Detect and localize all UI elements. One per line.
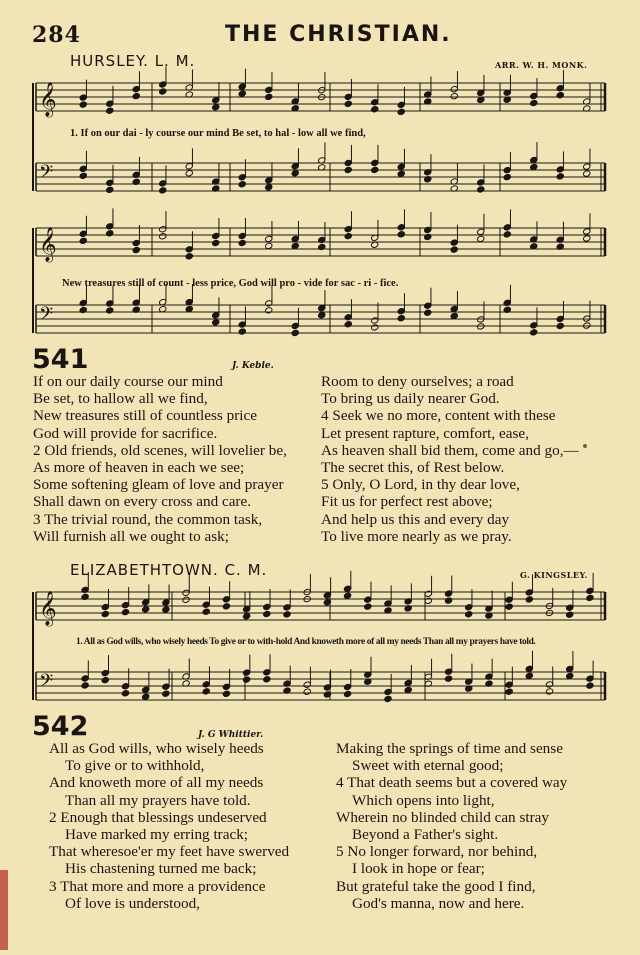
verse-line: I look in hope or fear; [352,860,485,878]
verse-line: Beyond a Father's sight. [352,826,499,844]
verses-541-right [321,373,579,545]
treble-clef-icon: 𝄞 [39,82,57,117]
verse-line: Be set, to hallow all we find, [33,390,208,408]
note-head [505,688,513,695]
note-head [265,93,273,100]
note-head [371,166,379,173]
verse-line: As heaven shall bid them, come and go,— [321,441,579,459]
verse-line: 4 Seek we no more, content with these [321,407,556,425]
lyric-line-542-1: 1. All as God wills, who wisely heeds To give or to with-hold And knoweth more of all my needs Than all my prayers have told. [76,637,536,647]
bass-clef-icon: 𝄢 [39,304,54,329]
author-whittier: J. G Whittier. [198,730,264,740]
note-head [545,688,553,695]
verse-line: Than all my prayers have told. [65,791,251,809]
note-head [371,106,379,113]
note-head [182,596,190,603]
note-head [222,690,230,697]
note-head [238,90,246,97]
note-head [344,321,352,328]
note-head [81,682,89,689]
verse-line: 2 Old friends, old scenes, will lovelier be, [33,441,287,459]
note-head [212,104,220,111]
note-head [238,328,246,335]
verse-line: If on our daily course our mind [33,373,223,390]
verse-line: That wheresoe'er my feet have swerved [49,843,290,861]
verse-line: 3 The trivial round, the common task, [33,510,263,528]
note-head [263,610,271,617]
note-head [444,675,452,682]
note-head [291,170,299,177]
note-head [162,606,170,613]
verse-line: And help us this and every day [321,510,510,528]
tune-title-elizabethtown: ELIZABETHTOWN. C. M. [70,561,268,579]
note-head [202,608,210,615]
note-head [106,230,114,237]
verse-line: As more of heaven in each we see; [33,459,245,477]
note-head [525,596,533,603]
lyric-line-541-2: New treasures still of count - less price, God will pro - vide for sac - ri - fice. [62,278,399,289]
hymn-number-542: 542 [32,711,89,742]
note-head [79,172,87,179]
verse-line: Some softening gleam of love and prayer [33,476,284,494]
hymn-number-541: 541 [32,344,89,375]
note-head [212,239,220,246]
note-head [344,592,352,599]
page-stain [0,870,8,950]
note-head [291,242,299,249]
note-head [212,319,220,326]
note-head [503,174,511,181]
note-head [79,306,87,313]
ink-speck [583,444,587,448]
verse-line: 2 Enough that blessings undeserved [49,808,267,826]
note-head [202,688,210,695]
note-head [101,677,109,684]
lyric-line-541-1: 1. If on our dai - ly course our mind Be set, to hal - low all we find, [70,128,366,139]
note-head [450,246,458,253]
note-head [444,597,452,604]
verses-541-left [33,373,287,545]
note-head [424,597,432,604]
note-head [344,166,352,173]
verse-line: To live more nearly as we pray. [321,527,512,545]
note-head [525,672,533,679]
note-head [263,676,271,683]
verse-line: God will provide for sacrifice. [33,424,218,442]
note-head [344,233,352,240]
bass-clef-icon: 𝄢 [39,162,54,187]
note-head [583,235,591,242]
note-head [503,231,511,238]
verse-line: New treasures still of countless price [33,407,257,425]
note-head [586,682,594,689]
note-head [397,231,405,238]
note-head [101,610,109,617]
section-title: THE CHRISTIAN. [225,22,452,47]
note-head [530,99,538,106]
arranger-monk: ARR. W. H. MONK. [495,60,588,70]
note-head [477,186,485,193]
note-head [243,613,251,620]
verse-line: Of love is understood, [65,894,200,912]
verse-line: 5 Only, O Lord, in thy dear love, [321,476,520,494]
note-head [238,181,246,188]
note-head [159,88,167,95]
verse-line: Which opens into light, [352,791,495,809]
verses-542-right [336,740,567,912]
note-head [530,329,538,336]
note-head [265,184,273,191]
note-head [450,93,458,100]
verses-542-left [49,740,289,912]
note-head [106,107,114,114]
treble-clef-icon: 𝄞 [39,591,57,626]
tune-title-hursley: HURSLEY. L. M. [70,52,196,70]
verse-line: Wherein no blinded child can stray [336,808,549,826]
note-head [159,187,167,194]
note-head [505,603,513,610]
note-head [159,233,167,240]
note-head [344,690,352,697]
verse-line: Will furnish all we ought to ask; [33,527,229,545]
note-head [556,92,564,99]
note-head [121,609,129,616]
verse-line: To bring us daily nearer God. [321,390,500,408]
note-head [364,603,372,610]
note-head [79,101,87,108]
note-head [556,173,564,180]
note-head [142,606,150,613]
note-head [185,170,193,177]
note-head [238,239,246,246]
author-keble: J. Keble. [232,361,274,371]
note-head [566,672,574,679]
verse-line: 4 That death seems but a covered way [336,774,568,792]
note-head [583,170,591,177]
arranger-kingsley: G. KINGSLEY. [520,570,588,580]
note-head [450,312,458,319]
verse-line: All as God wills, who wisely heeds [49,740,264,757]
verse-line: And knoweth more of all my needs [49,774,264,792]
verse-line: To give or to withhold, [65,757,205,775]
note-head [477,235,485,242]
note-head [424,309,432,316]
note-head [79,237,87,244]
note-head [303,688,311,695]
verse-line: 5 No longer forward, nor behind, [336,843,538,861]
note-head [556,322,564,329]
verse-line: Have marked my erring track; [65,826,249,844]
page-number: 284 [32,22,81,48]
note-head [318,312,326,319]
note-head [424,233,432,240]
note-head [265,307,273,314]
note-head [397,108,405,115]
verse-line: But grateful take the good I find, [336,877,536,895]
verse-line: God's manna, now and here. [352,894,525,912]
treble-clef-icon: 𝄞 [39,227,57,262]
note-head [291,329,299,336]
verse-line: Sweet with eternal good; [352,757,504,775]
note-head [121,690,129,697]
note-head [243,676,251,683]
note-head [397,315,405,322]
note-head [465,611,473,618]
note-head [106,307,114,314]
note-head [384,695,392,702]
note-head [318,243,326,250]
verse-line: Fit us for perfect rest above; [321,493,493,511]
note-head [566,611,574,618]
note-head [142,693,150,700]
note-head [132,93,140,100]
note-head [371,324,379,331]
note-head [132,246,140,253]
note-head [265,242,273,249]
note-head [106,186,114,193]
note-head [162,690,170,697]
note-head [397,170,405,177]
verse-line: His chastening turned me back; [65,860,257,878]
verse-line: The secret this, of Rest below. [321,459,505,477]
verse-line: Shall dawn on every cross and care. [33,493,252,511]
verse-line: Let present rapture, comfort, ease, [321,424,529,442]
verse-line: Making the springs of time and sense [336,740,563,757]
note-head [283,611,291,618]
verse-line: Room to deny ourselves; a road [321,373,514,390]
verse-line: 3 That more and more a providence [49,877,266,895]
bass-clef-icon: 𝄢 [39,671,54,696]
note-head [185,253,193,260]
note-head [586,594,594,601]
note-head [222,603,230,610]
note-head [344,100,352,107]
